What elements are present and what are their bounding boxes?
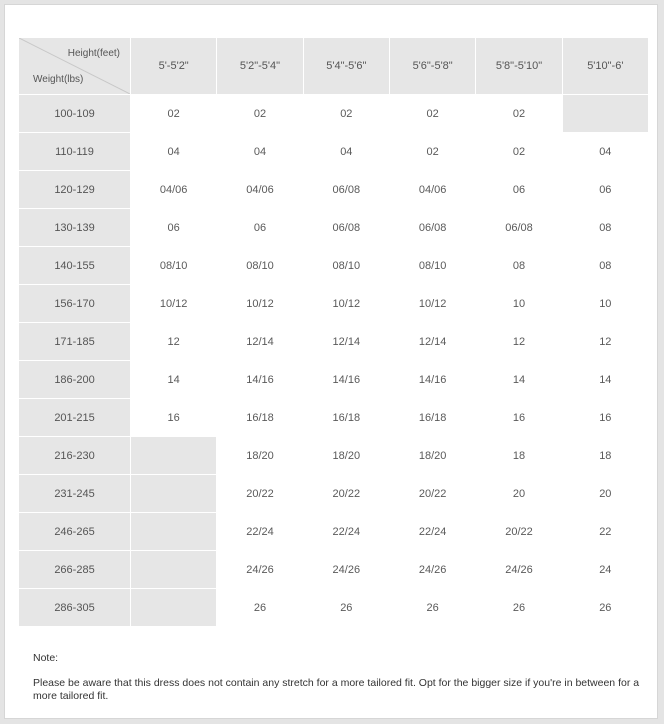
size-cell: 12/14 [217, 323, 303, 361]
size-cell: 02 [131, 95, 217, 133]
size-cell: 24/26 [303, 551, 389, 589]
size-cell: 22/24 [303, 513, 389, 551]
note-text: Please be aware that this dress does not contain any stretch for a more tailored fit. Opt for the bigger size if you're in between for a more tailored fit. [33, 677, 640, 702]
empty-size-cell [562, 95, 648, 133]
size-cell: 12 [476, 323, 562, 361]
table-row [19, 551, 649, 589]
size-cell: 22/24 [389, 513, 475, 551]
table-row [19, 437, 649, 475]
size-cell: 18 [476, 437, 562, 475]
diagonal-divider [19, 38, 130, 94]
size-cell: 02 [389, 133, 475, 171]
height-header-cell: 5'10"-6' [562, 38, 648, 95]
size-cell: 08/10 [389, 247, 475, 285]
size-cell: 08 [562, 247, 648, 285]
size-cell: 02 [476, 95, 562, 133]
size-cell: 26 [303, 589, 389, 627]
size-cell: 16/18 [303, 399, 389, 437]
size-cell: 10 [476, 285, 562, 323]
table-row [19, 513, 649, 551]
size-cell: 26 [217, 589, 303, 627]
size-cell: 16 [131, 399, 217, 437]
table-row [19, 475, 649, 513]
weight-range-cell: 186-200 [19, 361, 131, 399]
size-cell: 06/08 [476, 209, 562, 247]
table-row [19, 361, 649, 399]
size-cell: 10 [562, 285, 648, 323]
size-cell: 06 [562, 171, 648, 209]
size-cell: 18/20 [303, 437, 389, 475]
height-header-cell: 5'8"-5'10" [476, 38, 562, 95]
size-cell: 14/16 [217, 361, 303, 399]
size-cell: 14 [562, 361, 648, 399]
size-cell: 02 [217, 95, 303, 133]
size-cell: 12 [562, 323, 648, 361]
size-cell: 12/14 [389, 323, 475, 361]
size-cell: 06 [131, 209, 217, 247]
weight-range-cell: 156-170 [19, 285, 131, 323]
size-cell: 22 [562, 513, 648, 551]
height-axis-label: Height(feet) [67, 48, 120, 59]
size-cell: 18/20 [389, 437, 475, 475]
size-cell: 06/08 [303, 171, 389, 209]
size-cell: 24 [562, 551, 648, 589]
table-row [19, 247, 649, 285]
size-cell: 10/12 [303, 285, 389, 323]
table-row [19, 399, 649, 437]
weight-range-cell: 130-139 [19, 209, 131, 247]
size-cell: 12/14 [303, 323, 389, 361]
size-cell: 04 [131, 133, 217, 171]
size-cell: 08/10 [217, 247, 303, 285]
size-cell: 02 [389, 95, 475, 133]
size-cell: 14 [131, 361, 217, 399]
size-cell: 08/10 [303, 247, 389, 285]
height-header-cell: 5'2"-5'4" [217, 38, 303, 95]
height-header-cell: 5'4"-5'6" [303, 38, 389, 95]
size-cell: 20/22 [217, 475, 303, 513]
corner-header-cell [19, 38, 131, 95]
size-cell: 06/08 [303, 209, 389, 247]
size-cell: 04/06 [217, 171, 303, 209]
weight-range-cell: 286-305 [19, 589, 131, 627]
table-row [19, 285, 649, 323]
weight-range-cell: 246-265 [19, 513, 131, 551]
size-cell: 14/16 [303, 361, 389, 399]
weight-range-cell: 266-285 [19, 551, 131, 589]
size-cell: 20/22 [389, 475, 475, 513]
size-cell: 12 [131, 323, 217, 361]
empty-size-cell [131, 589, 217, 627]
empty-size-cell [131, 551, 217, 589]
height-header-cell: 5'-5'2" [131, 38, 217, 95]
size-cell: 26 [476, 589, 562, 627]
size-cell: 24/26 [476, 551, 562, 589]
size-cell: 26 [562, 589, 648, 627]
size-cell: 16 [562, 399, 648, 437]
size-cell: 20/22 [303, 475, 389, 513]
table-row [19, 589, 649, 627]
size-cell: 24/26 [217, 551, 303, 589]
size-cell: 04/06 [131, 171, 217, 209]
size-cell: 02 [303, 95, 389, 133]
size-chart-body [19, 38, 649, 627]
size-cell: 04 [562, 133, 648, 171]
size-cell: 02 [476, 133, 562, 171]
size-cell: 10/12 [217, 285, 303, 323]
weight-range-cell: 231-245 [19, 475, 131, 513]
size-cell: 08/10 [131, 247, 217, 285]
size-cell: 04 [217, 133, 303, 171]
empty-size-cell [131, 437, 217, 475]
size-cell: 04/06 [389, 171, 475, 209]
weight-range-cell: 110-119 [19, 133, 131, 171]
table-row [19, 209, 649, 247]
size-cell: 18/20 [217, 437, 303, 475]
size-cell: 18 [562, 437, 648, 475]
size-cell: 16 [476, 399, 562, 437]
table-row [19, 95, 649, 133]
size-cell: 20 [562, 475, 648, 513]
size-cell: 24/26 [389, 551, 475, 589]
weight-range-cell: 120-129 [19, 171, 131, 209]
size-cell: 16/18 [389, 399, 475, 437]
size-cell: 14/16 [389, 361, 475, 399]
size-cell: 08 [476, 247, 562, 285]
size-cell: 10/12 [131, 285, 217, 323]
table-row [19, 323, 649, 361]
table-row [19, 171, 649, 209]
header-row [19, 38, 649, 95]
note-section [33, 652, 645, 703]
weight-range-cell: 201-215 [19, 399, 131, 437]
size-cell: 04 [303, 133, 389, 171]
weight-range-cell: 100-109 [19, 95, 131, 133]
table-row [19, 133, 649, 171]
size-cell: 14 [476, 361, 562, 399]
size-cell: 08 [562, 209, 648, 247]
size-cell: 16/18 [217, 399, 303, 437]
empty-size-cell [131, 513, 217, 551]
size-cell: 20 [476, 475, 562, 513]
weight-axis-label: Weight(lbs) [33, 74, 84, 85]
size-cell: 06/08 [389, 209, 475, 247]
size-cell: 06 [217, 209, 303, 247]
weight-range-cell: 140-155 [19, 247, 131, 285]
height-header-cell: 5'6"-5'8" [389, 38, 475, 95]
weight-range-cell: 216-230 [19, 437, 131, 475]
size-cell: 06 [476, 171, 562, 209]
size-cell: 26 [389, 589, 475, 627]
size-cell: 10/12 [389, 285, 475, 323]
size-chart-table [18, 37, 649, 627]
note-title: Note: [33, 652, 59, 664]
empty-size-cell [131, 475, 217, 513]
size-cell: 22/24 [217, 513, 303, 551]
size-cell: 20/22 [476, 513, 562, 551]
weight-range-cell: 171-185 [19, 323, 131, 361]
